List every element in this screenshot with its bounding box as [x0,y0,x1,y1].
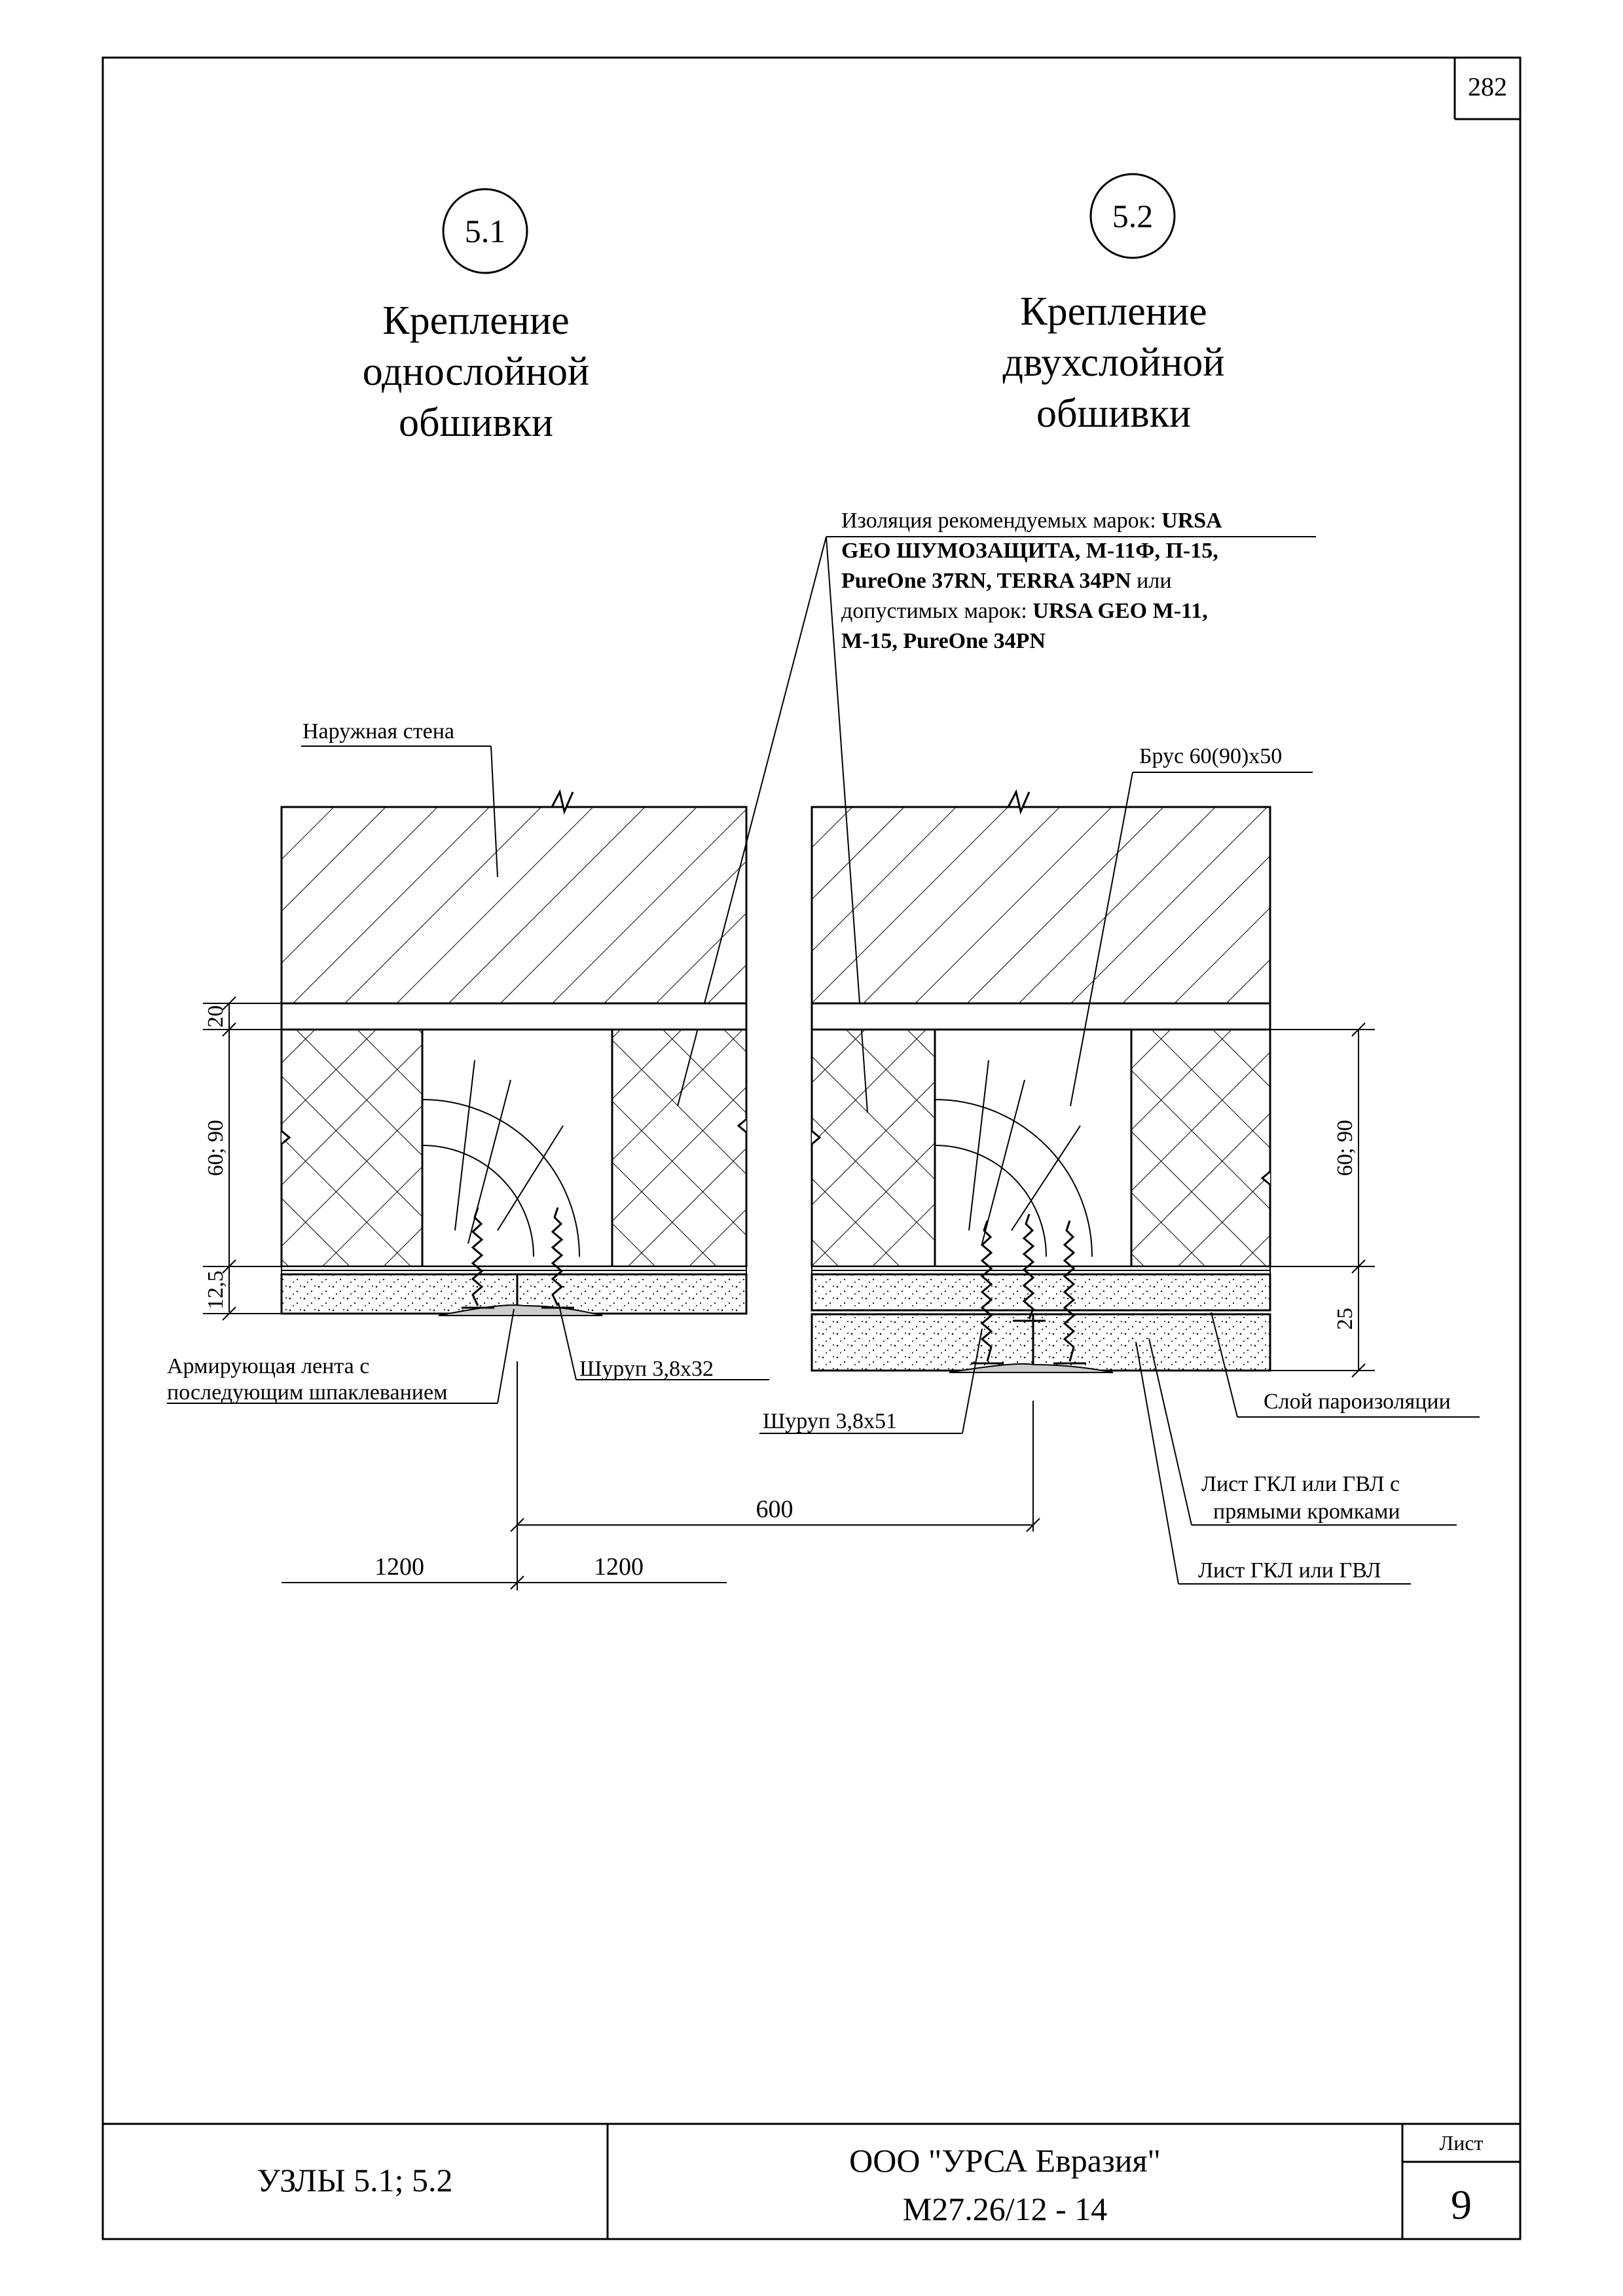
outer-wall-2 [812,807,1270,1003]
insulation-left-1 [282,1030,422,1266]
insulation-right-2 [1131,1030,1270,1266]
svg-text:допустимых марок: URSA GEO М-1: допустимых марок: URSA GEO М-11, [841,599,1208,623]
label-screw-32: Шуруп 3,8x32 [579,1357,714,1381]
dim-insulation-1: 60; 90 [204,1120,228,1176]
label-beam: Брус 60(90)x50 [1139,744,1283,768]
insulation-right-1 [612,1030,746,1266]
node-5-2-dimensions [1270,1023,1375,1377]
dim-board-1: 12,5 [204,1270,228,1310]
label-vapor: Слой пароизоляции [1264,1390,1451,1414]
svg-text:PureOne 37RN, TERRA 34PN или: PureOne 37RN, TERRA 34PN или [841,569,1172,593]
label-tape-1: Армирующая лента с [167,1354,370,1378]
dim-insulation-2: 60; 90 [1333,1120,1357,1176]
svg-text:Крепление: Крепление [1020,289,1207,334]
board-2b [812,1314,1270,1371]
dim-board-2: 25 [1333,1308,1357,1330]
svg-text:Крепление: Крепление [382,298,570,343]
svg-text:М-15, PureOne 34PN: М-15, PureOne 34PN [841,629,1046,653]
title-block-sheet-no: 9 [1451,2181,1472,2228]
label-sheet-straight-1: Лист ГКЛ или ГВЛ с [1201,1472,1400,1496]
board-2a [812,1274,1270,1310]
title-block-sheet-label: Лист [1439,2131,1484,2155]
svg-text:GEO ШУМОЗАЩИТА, М-11Ф, П-15,: GEO ШУМОЗАЩИТА, М-11Ф, П-15, [841,539,1218,563]
title-block-nodes: УЗЛЫ 5.1; 5.2 [257,2162,453,2198]
node-5-1-marker [443,189,527,273]
outer-wall-1 [282,807,746,1003]
label-sheet: Лист ГКЛ или ГВЛ [1198,1558,1381,1583]
svg-text:обшивки: обшивки [398,401,554,445]
sheet-number: 282 [1468,72,1507,101]
label-outer-wall: Наружная стена [302,719,454,744]
title-block-code: М27.26/12 - 14 [902,2191,1108,2227]
svg-text:обшивки: обшивки [1036,391,1192,436]
node-5-2-title [1003,289,1225,436]
node-5-2-marker [1091,174,1175,258]
node-5-1-section [282,792,746,1316]
dim-span-left: 1200 [374,1553,424,1581]
node-5-2-id: 5.2 [1112,198,1154,234]
beam-1 [422,1030,612,1266]
node-5-2-section [812,792,1270,1372]
dim-span-600: 600 [756,1496,793,1523]
label-sheet-straight-2: прямыми кромками [1213,1499,1400,1524]
node-5-1-id: 5.1 [464,213,506,249]
dim-gap: 20 [204,1005,228,1028]
node-5-1-title [363,298,589,445]
svg-text:однослойной: однослойной [362,350,590,394]
insulation-left-2 [812,1030,935,1266]
svg-text:Изоляция рекомендуемых марок:: Изоляция рекомендуемых марок: URSA [841,509,1222,533]
label-tape-2: последующим шпаклеванием [167,1380,448,1405]
svg-text:двухслойной: двухслойной [1002,340,1225,385]
title-block-company: ООО "УРСА Евразия" [849,2142,1161,2179]
dim-span-right: 1200 [594,1553,644,1581]
label-screw-51: Шуруп 3,8x51 [763,1409,898,1433]
